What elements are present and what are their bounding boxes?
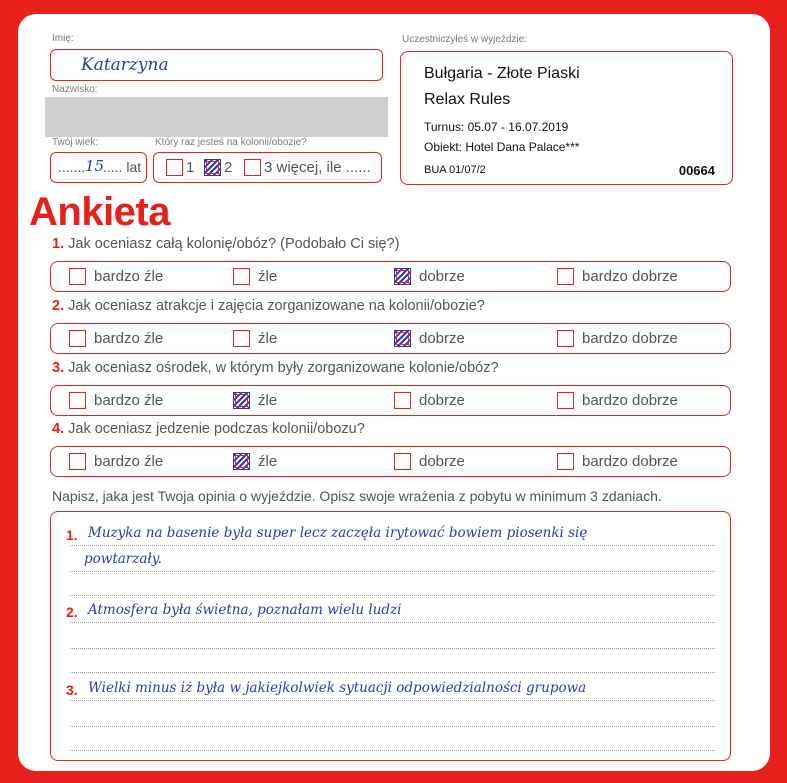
checkbox-q4-2[interactable] xyxy=(233,453,250,470)
dotted-line xyxy=(70,726,715,727)
option-label: bardzo dobrze xyxy=(582,392,678,409)
option-label: źle xyxy=(258,453,278,470)
answer-line: Muzyka na basenie była super lecz zaczęła irytować bowiem piosenki się xyxy=(88,525,588,541)
option-label: bardzo źle xyxy=(94,392,164,409)
trip-code: BUA 01/07/2 xyxy=(424,164,486,176)
imie-label: Imię: xyxy=(52,33,74,44)
option-label: dobrze xyxy=(419,453,465,470)
question-number: 4. xyxy=(52,421,65,437)
option-label: bardzo źle xyxy=(94,453,164,470)
opinion-box[interactable] xyxy=(50,511,731,761)
nazwisko-label: Nazwisko: xyxy=(52,84,98,95)
trip-turnus: Turnus: 05.07 - 16.07.2019 xyxy=(424,120,569,134)
question-text: Jak oceniasz atrakcje i zajęcia zorganizowane na kolonii/obozie? xyxy=(68,298,485,314)
checkbox-q1-4[interactable] xyxy=(557,268,574,285)
checkbox-q2-2[interactable] xyxy=(233,330,250,347)
trip-obiekt: Obiekt: Hotel Dana Palace*** xyxy=(424,140,580,154)
checkbox-q2-1[interactable] xyxy=(69,330,86,347)
trip-program: Relax Rules xyxy=(424,91,511,108)
answer-line: Atmosfera była świetna, poznałam wielu ludzi xyxy=(88,602,402,618)
ktory-raz-field xyxy=(153,152,382,183)
answer-line: powtarzały. xyxy=(84,551,162,567)
question-3 xyxy=(52,360,499,376)
ktory-raz-checkbox-3[interactable] xyxy=(244,159,261,176)
option-label: źle xyxy=(258,330,278,347)
question-text: Jak oceniasz całą kolonię/obóz? (Podobało Ci się?) xyxy=(68,236,400,252)
nazwisko-redacted xyxy=(45,97,388,137)
checkbox-q3-1[interactable] xyxy=(69,392,86,409)
dotted-line xyxy=(70,571,715,572)
checkbox-q1-2[interactable] xyxy=(233,268,250,285)
question-1 xyxy=(52,236,399,252)
dotted-line xyxy=(70,700,715,701)
opinion-prompt: Napisz, jaka jest Twoja opinia o wyjeździe. Opisz swoje wrażenia z pobytu w minimum 3 zdaniach. xyxy=(52,488,662,504)
question-text: Jak oceniasz ośrodek, w którym były zorganizowane kolonie/obóz? xyxy=(68,360,499,376)
wiek-label: Twój wiek: xyxy=(52,137,99,148)
option-label: bardzo dobrze xyxy=(582,453,678,470)
option-label: bardzo źle xyxy=(94,330,164,347)
checkbox-q3-4[interactable] xyxy=(557,392,574,409)
checkbox-q2-3[interactable] xyxy=(394,330,411,347)
answer-line: Wielki minus iż była w jakiejkolwiek sytuacji odpowiedzialności grupowa xyxy=(88,680,587,696)
ktory-raz-option-3: 3 więcej, ile ...... xyxy=(264,159,371,176)
option-label: dobrze xyxy=(419,330,465,347)
imie-value: Katarzyna xyxy=(81,55,169,75)
wiek-value: 15 xyxy=(85,157,105,175)
dotted-line xyxy=(70,750,715,751)
trip-label: Uczestniczyłeś w wyjeździe: xyxy=(402,34,528,45)
trip-destination: Bułgaria - Złote Piaski xyxy=(424,65,580,82)
ktory-raz-label: Który raz jesteś na kolonii/obozie? xyxy=(155,137,307,148)
imie-field[interactable] xyxy=(50,49,383,81)
dotted-line xyxy=(70,595,715,596)
checkbox-q2-4[interactable] xyxy=(557,330,574,347)
dotted-line xyxy=(70,545,715,546)
question-number: 3. xyxy=(52,360,65,376)
checkbox-q4-1[interactable] xyxy=(69,453,86,470)
option-label: bardzo źle xyxy=(94,268,164,285)
answer-number: 3. xyxy=(66,682,78,698)
option-label: dobrze xyxy=(419,392,465,409)
dotted-line xyxy=(70,622,715,623)
option-label: dobrze xyxy=(419,268,465,285)
option-label: źle xyxy=(258,392,278,409)
answer-number: 1. xyxy=(66,527,78,543)
checkbox-q4-4[interactable] xyxy=(557,453,574,470)
option-label: bardzo dobrze xyxy=(582,330,678,347)
checkbox-q1-3[interactable] xyxy=(394,268,411,285)
question-2 xyxy=(52,298,485,314)
wiek-suffix: ..... lat xyxy=(103,159,142,175)
trip-number: 00664 xyxy=(678,163,715,178)
ktory-raz-option-1: 1 xyxy=(186,159,195,176)
ktory-raz-option-2: 2 xyxy=(224,159,233,176)
dotted-line xyxy=(70,672,715,673)
question-number: 1. xyxy=(52,236,65,252)
survey-title: Ankieta xyxy=(29,190,170,234)
answer-number: 2. xyxy=(66,604,78,620)
dotted-line xyxy=(70,648,715,649)
wiek-field[interactable] xyxy=(50,152,147,183)
question-4 xyxy=(52,421,365,437)
checkbox-q4-3[interactable] xyxy=(394,453,411,470)
wiek-prefix: ....... xyxy=(58,159,86,175)
ktory-raz-checkbox-2[interactable] xyxy=(204,159,221,176)
option-label: bardzo dobrze xyxy=(582,268,678,285)
checkbox-q3-3[interactable] xyxy=(394,392,411,409)
question-text: Jak oceniasz jedzenie podczas kolonii/obozu? xyxy=(68,421,365,437)
ktory-raz-checkbox-1[interactable] xyxy=(166,159,183,176)
option-label: źle xyxy=(258,268,278,285)
checkbox-q3-2[interactable] xyxy=(233,392,250,409)
question-number: 2. xyxy=(52,298,65,314)
checkbox-q1-1[interactable] xyxy=(69,268,86,285)
trip-info-box xyxy=(400,51,733,185)
